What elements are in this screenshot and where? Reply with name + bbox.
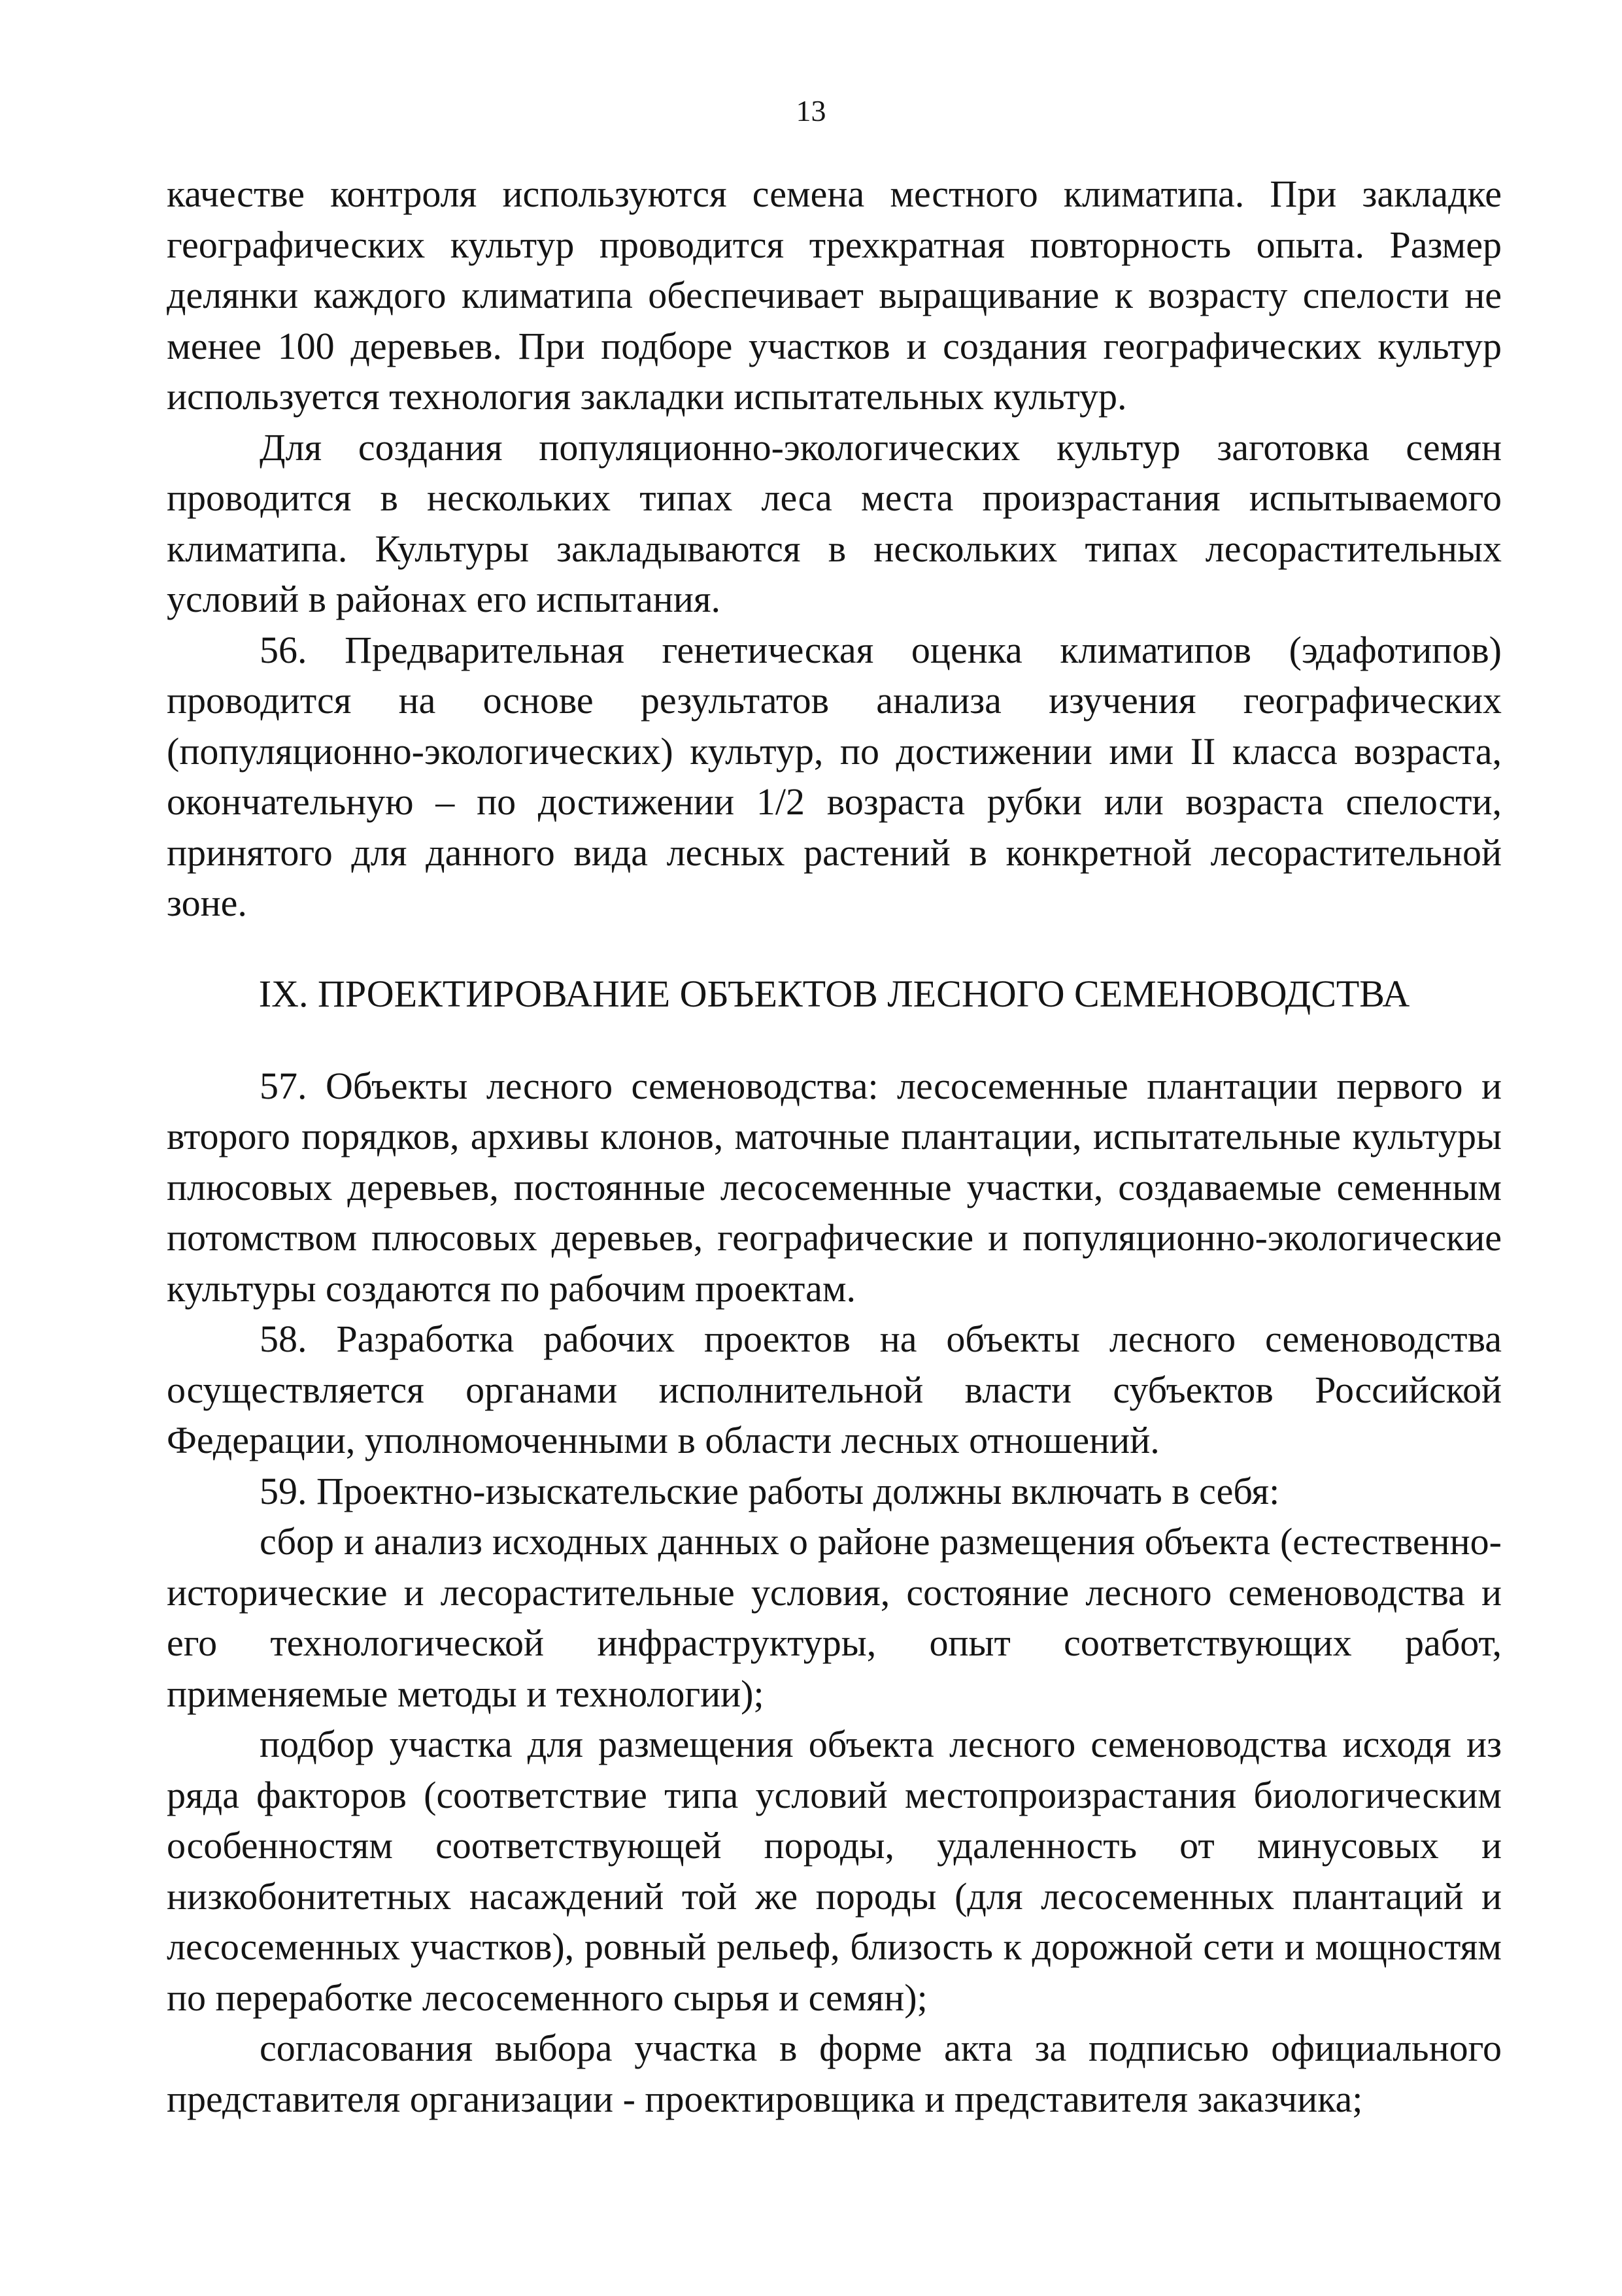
document-body bbox=[167, 169, 1502, 2124]
paragraph-population-cultures: Для создания популяционно-экологических культур заготовка семян проводится в нескольких типах леса места произрастания испытываемого климатипа. Культуры закладываются в нескольких типах лесорастительных условий в районах его испытания. bbox=[167, 425, 1502, 620]
paragraph-58: 58. Разработка рабочих проектов на объекты лесного семеноводства осуществляется органами исполнительной власти субъектов Российской Федерации, уполномоченными в области лесных отношений. bbox=[167, 1318, 1502, 1461]
paragraph-57: 57. Объекты лесного семеноводства: лесосеменные плантации первого и второго порядков, архивы клонов, маточные плантации, испытательные культуры плюсовых деревьев, постоянные лесосеменные участки, создаваемые семенным потомством плюсовых деревьев, географические и популяционно-экологические культуры создаются по рабочим проектам. bbox=[167, 1064, 1502, 1310]
section-heading: IX. ПРОЕКТИРОВАНИЕ ОБЪЕКТОВ ЛЕСНОГО СЕМЕНОВОДСТВА bbox=[258, 972, 1410, 1015]
list-item: согласования выбора участка в форме акта за подписью официального представителя организации - проектировщика и представителя заказчика; bbox=[167, 2027, 1502, 2120]
paragraph-56: 56. Предварительная генетическая оценка климатипов (эдафотипов) проводится на основе результатов анализа изучения географических (популяционно-экологических) культур, по достижении ими II класса возраста, окончательную – по достижении 1/2 возраста рубки или возраста спелости, принятого для данного вида лесных растений в конкретной лесорастительной зоне. bbox=[167, 628, 1502, 924]
list-item: подбор участка для размещения объекта лесного семеноводства исходя из ряда факторов (соответствие типа условий местопроизрастания биологическим особенностям соответствующей породы, удаленность от минусовых и низкобонитетных насаждений той же породы (для лесосеменных плантаций и лесосеменных участков), ровный рельеф, близость к дорожной сети и мощностям по переработке лесосеменного сырья и семян); bbox=[167, 1723, 1502, 2019]
list-item: сбор и анализ исходных данных о районе размещения объекта (естественно-исторические и лесорастительные условия, состояние лесного семеноводства и его технологической инфраструктуры, опыт соответствующих работ, применяемые методы и технологии); bbox=[167, 1520, 1502, 1715]
page-number: 13 bbox=[796, 94, 826, 127]
paragraph-continuation: качестве контроля используются семена местного климатипа. При закладке географических культур проводится трехкратная повторность опыта. Размер делянки каждого климатипа обеспечивает выращивание к возрасту спелости не менее 100 деревьев. При подборе участков и создания географических культур используется технология закладки испытательных культур. bbox=[167, 173, 1502, 418]
paragraph-59: 59. Проектно-изыскательские работы должны включать в себя: bbox=[260, 1469, 1280, 1512]
